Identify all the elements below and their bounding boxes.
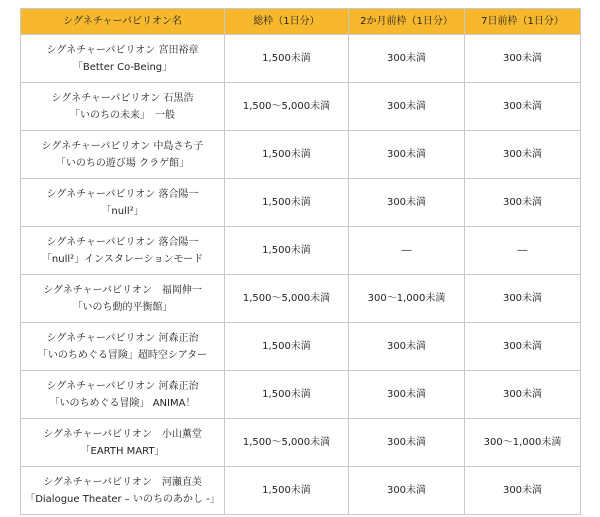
- pavilion-name-line: シグネチャーパビリオン 宮田裕章: [46, 44, 199, 56]
- table-row: [21, 131, 581, 179]
- seven-days-quota-cell: 300未満: [465, 275, 581, 323]
- seven-days-quota-cell: 300未満: [465, 83, 581, 131]
- table-row: [21, 419, 581, 467]
- total-quota-cell: 1,500～5,000未満: [225, 83, 349, 131]
- pavilion-title-line: 「いのちめぐる冒険」超時空シアター: [37, 349, 208, 361]
- two-months-quota-cell: 300未満: [349, 83, 465, 131]
- pavilion-name-cell: [21, 35, 225, 83]
- pavilion-name-line: シグネチャーパビリオン 河瀬直美: [43, 476, 202, 488]
- table-row: [21, 467, 581, 515]
- pavilion-name-cell: [21, 275, 225, 323]
- two-months-quota-cell: 300未満: [349, 467, 465, 515]
- two-months-quota-cell: 300未満: [349, 371, 465, 419]
- pavilion-name-line: シグネチャーパビリオン 落合陽一: [46, 236, 199, 248]
- total-quota-cell: 1,500未満: [225, 371, 349, 419]
- table-row: [21, 179, 581, 227]
- two-months-quota-cell: 300未満: [349, 179, 465, 227]
- pavilion-name-cell: [21, 179, 225, 227]
- total-quota-cell: 1,500未満: [225, 131, 349, 179]
- pavilion-name-line: シグネチャーパビリオン 河森正治: [46, 332, 199, 344]
- total-quota-cell: 1,500未満: [225, 323, 349, 371]
- pavilion-title-line: 「いのち動的平衡館」: [72, 301, 173, 313]
- table-row: [21, 371, 581, 419]
- table-body: [21, 35, 581, 515]
- pavilion-name-line: シグネチャーパビリオン 中島さち子: [41, 140, 204, 152]
- seven-days-quota-cell: 300未満: [465, 371, 581, 419]
- pavilion-title-line: 「いのちめぐる冒険」 ANIMA！: [49, 397, 196, 409]
- pavilion-name-cell: [21, 131, 225, 179]
- pavilion-title-line: 「null²」: [101, 205, 144, 217]
- table-header: [21, 9, 581, 35]
- header-pavilion-name: シグネチャーパビリオン名: [21, 9, 225, 35]
- seven-days-quota-cell: 300未満: [465, 35, 581, 83]
- pavilion-title-line: 「null²」インスタレーションモード: [41, 253, 204, 265]
- two-months-quota-cell: 300未満: [349, 131, 465, 179]
- seven-days-quota-cell: 300未満: [465, 179, 581, 227]
- pavilion-name-cell: [21, 227, 225, 275]
- total-quota-cell: 1,500未満: [225, 227, 349, 275]
- table-row: [21, 83, 581, 131]
- pavilion-title-line: 「いのちの遊び場 クラゲ館」: [55, 157, 190, 169]
- pavilion-title-line: 「いのちの未来」 一般: [70, 109, 175, 121]
- pavilion-capacity-table: [20, 8, 581, 515]
- two-months-quota-cell: ―: [349, 227, 465, 275]
- total-quota-cell: 1,500未満: [225, 35, 349, 83]
- pavilion-name-line: シグネチャーパビリオン 河森正治: [46, 380, 199, 392]
- pavilion-name-line: シグネチャーパビリオン 小山薫堂: [43, 428, 202, 440]
- two-months-quota-cell: 300～1,000未満: [349, 275, 465, 323]
- seven-days-quota-cell: 300～1,000未満: [465, 419, 581, 467]
- total-quota-cell: 1,500～5,000未満: [225, 419, 349, 467]
- total-quota-cell: 1,500未満: [225, 467, 349, 515]
- header-total-quota: 総枠（1日分）: [225, 9, 349, 35]
- table-row: [21, 323, 581, 371]
- pavilion-name-cell: [21, 323, 225, 371]
- seven-days-quota-cell: ―: [465, 227, 581, 275]
- header-seven-days-quota: 7日前枠（1日分）: [465, 9, 581, 35]
- seven-days-quota-cell: 300未満: [465, 131, 581, 179]
- header-two-months-quota: 2か月前枠（1日分）: [349, 9, 465, 35]
- table-row: [21, 227, 581, 275]
- pavilion-name-cell: [21, 419, 225, 467]
- pavilion-name-line: シグネチャーパビリオン 石黒浩: [51, 92, 194, 104]
- header-row: [21, 9, 581, 35]
- total-quota-cell: 1,500未満: [225, 179, 349, 227]
- pavilion-title-line: 「EARTH MART」: [80, 445, 165, 457]
- pavilion-title-line: 「Dialogue Theater – いのちのあかし -」: [25, 493, 220, 505]
- total-quota-cell: 1,500～5,000未満: [225, 275, 349, 323]
- pavilion-name-cell: [21, 467, 225, 515]
- pavilion-title-line: 「Better Co-Being」: [72, 61, 173, 73]
- pavilion-name-cell: [21, 83, 225, 131]
- table-row: [21, 35, 581, 83]
- two-months-quota-cell: 300未満: [349, 323, 465, 371]
- seven-days-quota-cell: 300未満: [465, 467, 581, 515]
- table-row: [21, 275, 581, 323]
- pavilion-name-line: シグネチャーパビリオン 落合陽一: [46, 188, 199, 200]
- two-months-quota-cell: 300未満: [349, 35, 465, 83]
- two-months-quota-cell: 300未満: [349, 419, 465, 467]
- seven-days-quota-cell: 300未満: [465, 323, 581, 371]
- pavilion-name-line: シグネチャーパビリオン 福岡伸一: [43, 284, 202, 296]
- pavilion-name-cell: [21, 371, 225, 419]
